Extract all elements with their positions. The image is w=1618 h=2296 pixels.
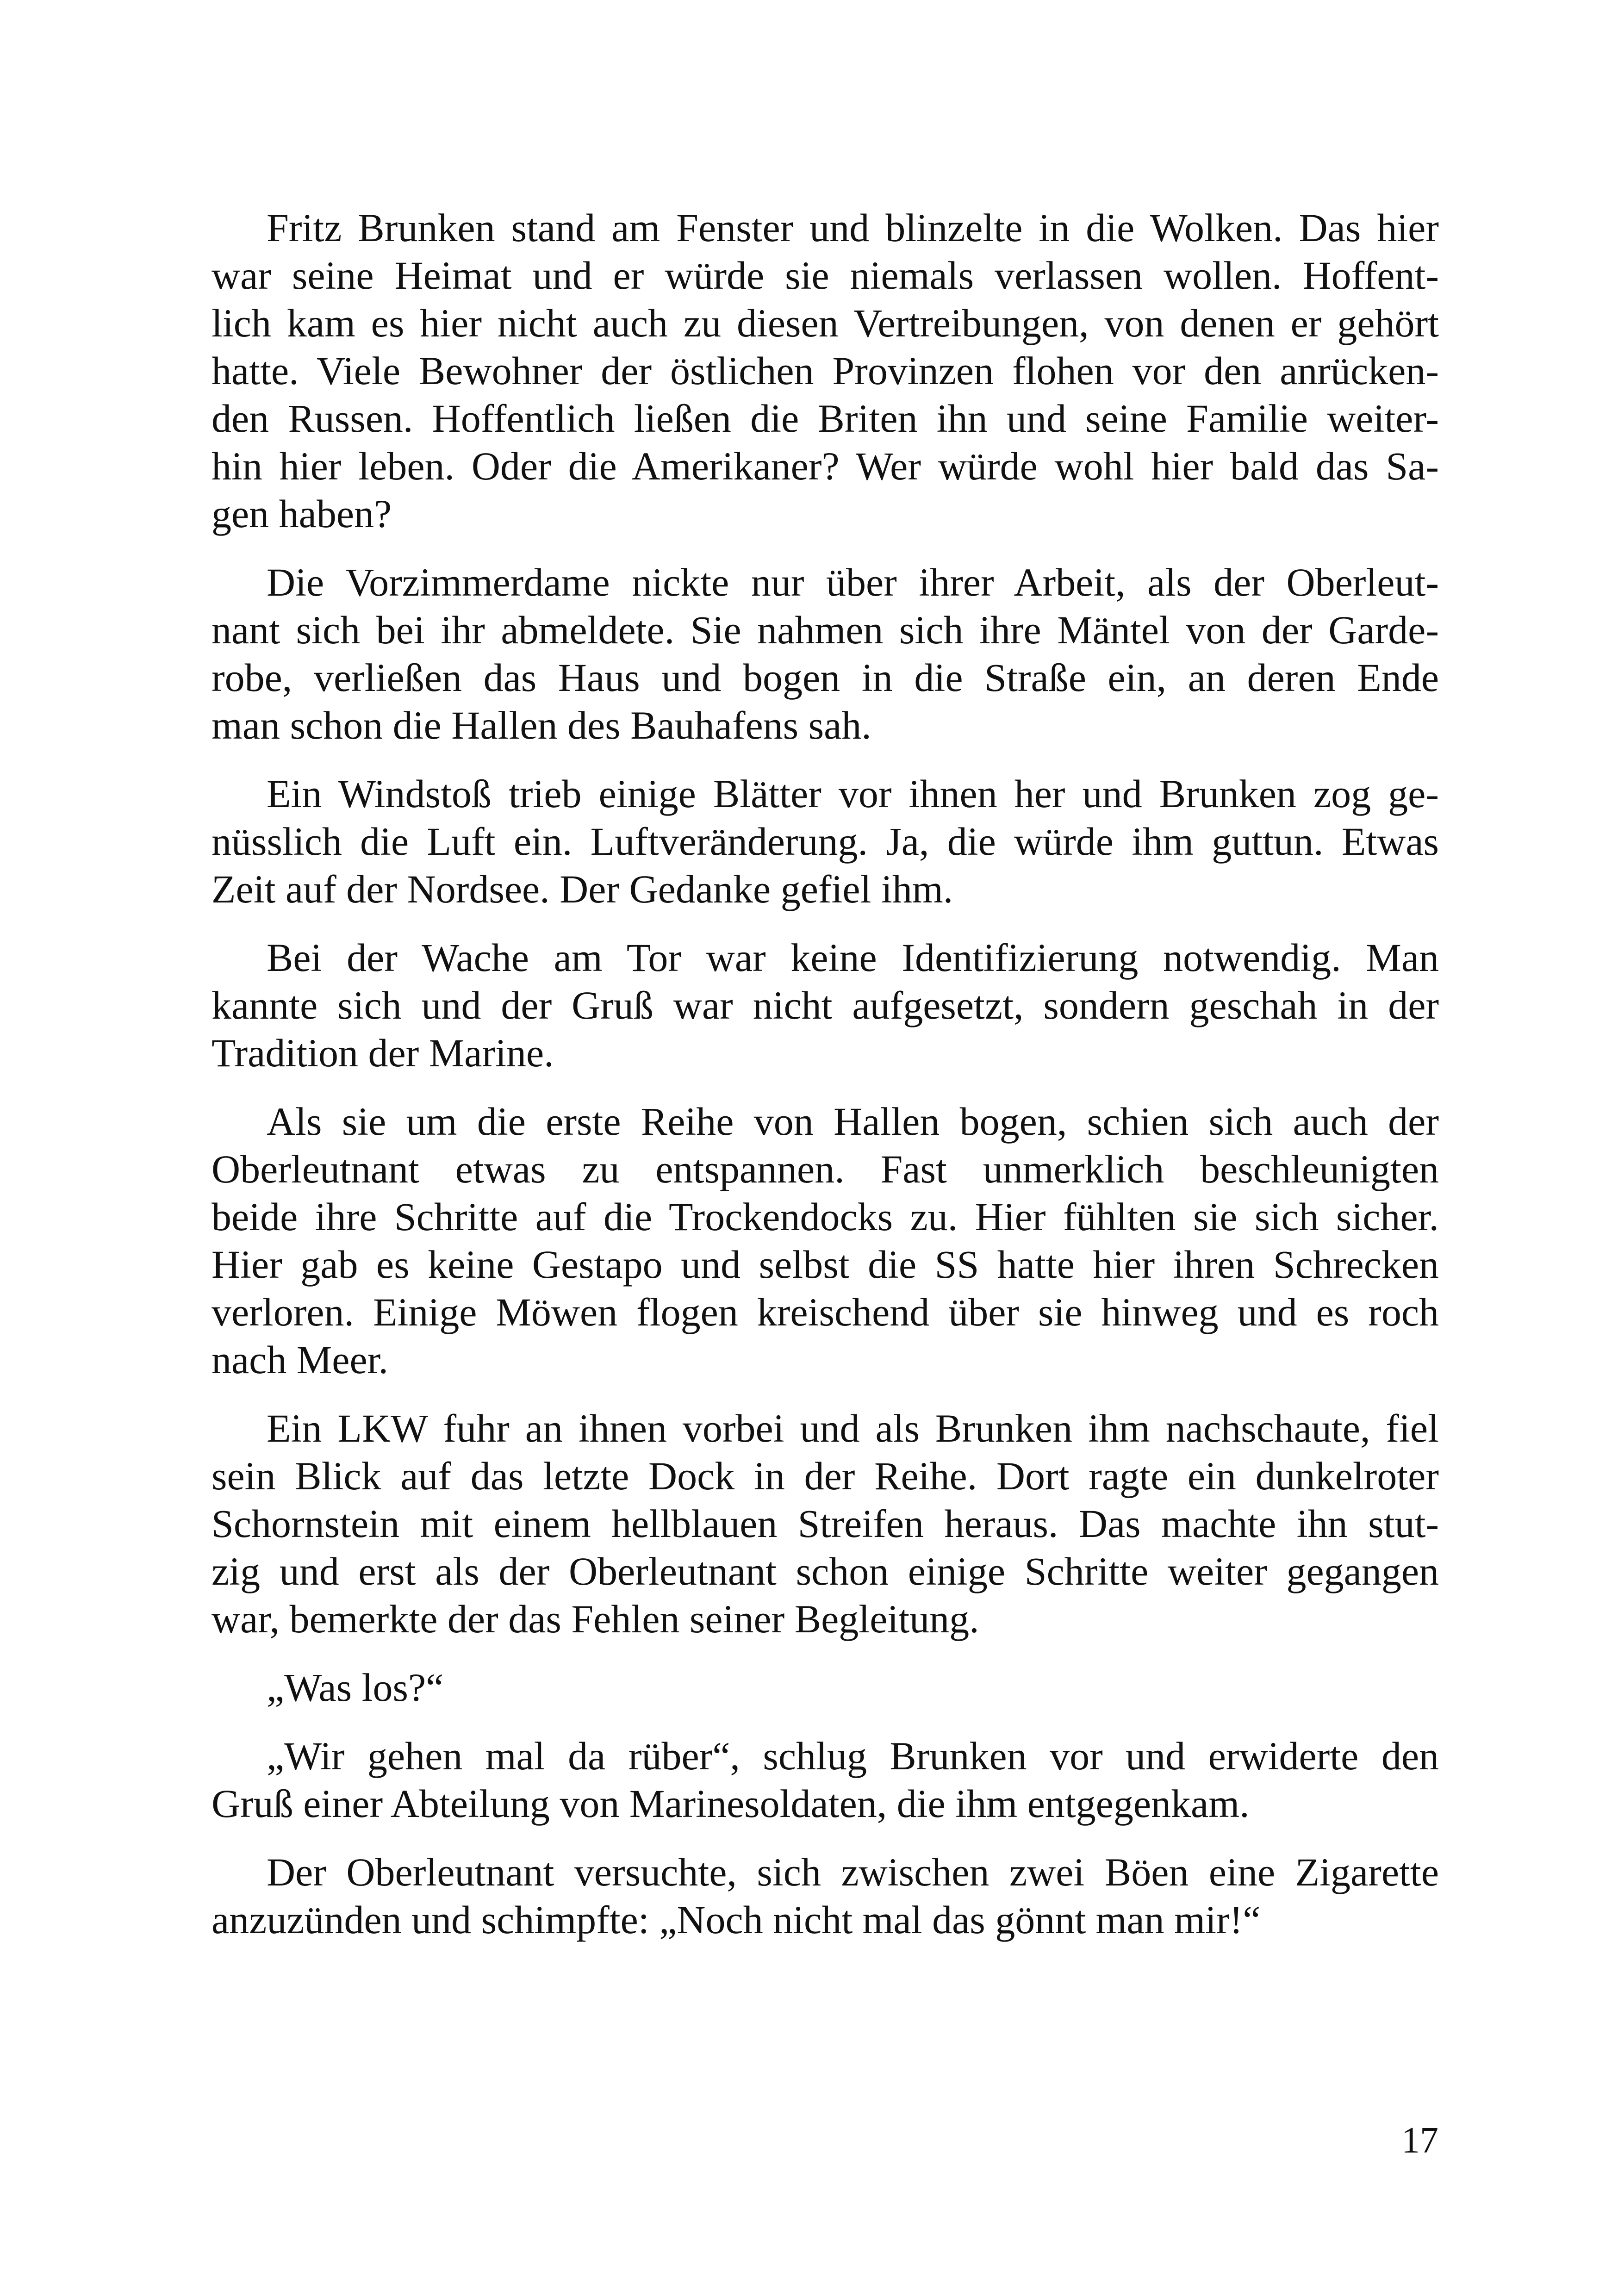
paragraph — [212, 1732, 1439, 1828]
text-line: Tradition der Marine. — [212, 1031, 554, 1075]
text-line: nüsslich die Luft ein. Luftveränderung. Ja, die würde ihm guttun. Etwas — [212, 819, 1439, 864]
text-line: gen haben? — [212, 492, 392, 536]
text-line: nach Meer. — [212, 1338, 389, 1382]
text-line: zig und erst als der Oberleutnant schon einige Schritte weiter gegangen — [212, 1549, 1439, 1593]
text-line: Bei der Wache am Tor war keine Identifizierung notwendig. Man — [267, 935, 1439, 980]
page-number: 17 — [1401, 2120, 1438, 2161]
text-line: robe, verließen das Haus und bogen in die Straße ein, an deren Ende — [212, 655, 1439, 700]
text-line: „Wir gehen mal da rüber“, schlug Brunken vor und erwiderte den — [267, 1734, 1439, 1778]
text-line: lich kam es hier nicht auch zu diesen Vertreibungen, von denen er gehört — [212, 301, 1439, 345]
paragraph — [212, 1848, 1439, 1944]
paragraph — [212, 559, 1439, 749]
paragraph — [212, 770, 1439, 913]
text-line: den Russen. Hoffentlich ließen die Briten ihn und seine Familie weiter- — [212, 396, 1439, 441]
text-line: verloren. Einige Möwen flogen kreischend über sie hinweg und es roch — [212, 1290, 1439, 1334]
text-line: Hier gab es keine Gestapo und selbst die SS hatte hier ihren Schrecken — [212, 1242, 1439, 1287]
text-line: nant sich bei ihr abmeldete. Sie nahmen sich ihre Mäntel von der Garde- — [212, 608, 1439, 652]
text-line: Oberleutnant etwas zu entspannen. Fast unmerklich beschleunigten — [212, 1147, 1439, 1191]
text-line: kannte sich und der Gruß war nicht aufgesetzt, sondern geschah in der — [212, 983, 1439, 1027]
text-line: beide ihre Schritte auf die Trockendocks zu. Hier fühlten sie sich sicher. — [212, 1195, 1439, 1239]
text-line: anzuzünden und schimpfte: „Noch nicht mal das gönnt man mir!“ — [212, 1898, 1261, 1942]
paragraph — [212, 1405, 1439, 1643]
text-line: Ein LKW fuhr an ihnen vorbei und als Brunken ihm nachschaute, fiel — [267, 1406, 1439, 1450]
text-line: Die Vorzimmerdame nickte nur über ihrer Arbeit, als der Oberleut- — [267, 560, 1439, 604]
text-line: Fritz Brunken stand am Fenster und blinzelte in die Wolken. Das hier — [267, 205, 1439, 250]
text-line: hatte. Viele Bewohner der östlichen Provinzen flohen vor den anrücken- — [212, 348, 1439, 393]
text-line: Als sie um die erste Reihe von Hallen bogen, schien sich auch der — [267, 1099, 1439, 1144]
text-line: hin hier leben. Oder die Amerikaner? Wer würde wohl hier bald das Sa- — [212, 444, 1439, 488]
text-line: man schon die Hallen des Bauhafens sah. — [212, 703, 871, 747]
text-line: Ein Windstoß trieb einige Blätter vor ihnen her und Brunken zog ge- — [267, 772, 1439, 816]
text-line: war, bemerkte der das Fehlen seiner Begleitung. — [212, 1597, 979, 1641]
paragraph — [212, 1098, 1439, 1384]
text-line: Zeit auf der Nordsee. Der Gedanke gefiel ihm. — [212, 867, 953, 911]
text-line: Der Oberleutnant versuchte, sich zwischen zwei Böen eine Zigarette — [267, 1850, 1439, 1894]
text-line: „Was los?“ — [267, 1665, 444, 1710]
paragraph — [212, 204, 1439, 538]
text-line: Schornstein mit einem hellblauen Streifen heraus. Das machte ihn stut- — [212, 1501, 1439, 1546]
paragraph — [212, 934, 1439, 1077]
paragraph — [212, 1664, 1439, 1711]
text-line: war seine Heimat und er würde sie niemals verlassen wollen. Hoffent- — [212, 253, 1439, 298]
text-line: sein Blick auf das letzte Dock in der Reihe. Dort ragte ein dunkelroter — [212, 1454, 1439, 1498]
body-text — [212, 204, 1439, 1965]
text-line: Gruß einer Abteilung von Marinesoldaten, die ihm entgegenkam. — [212, 1781, 1250, 1826]
